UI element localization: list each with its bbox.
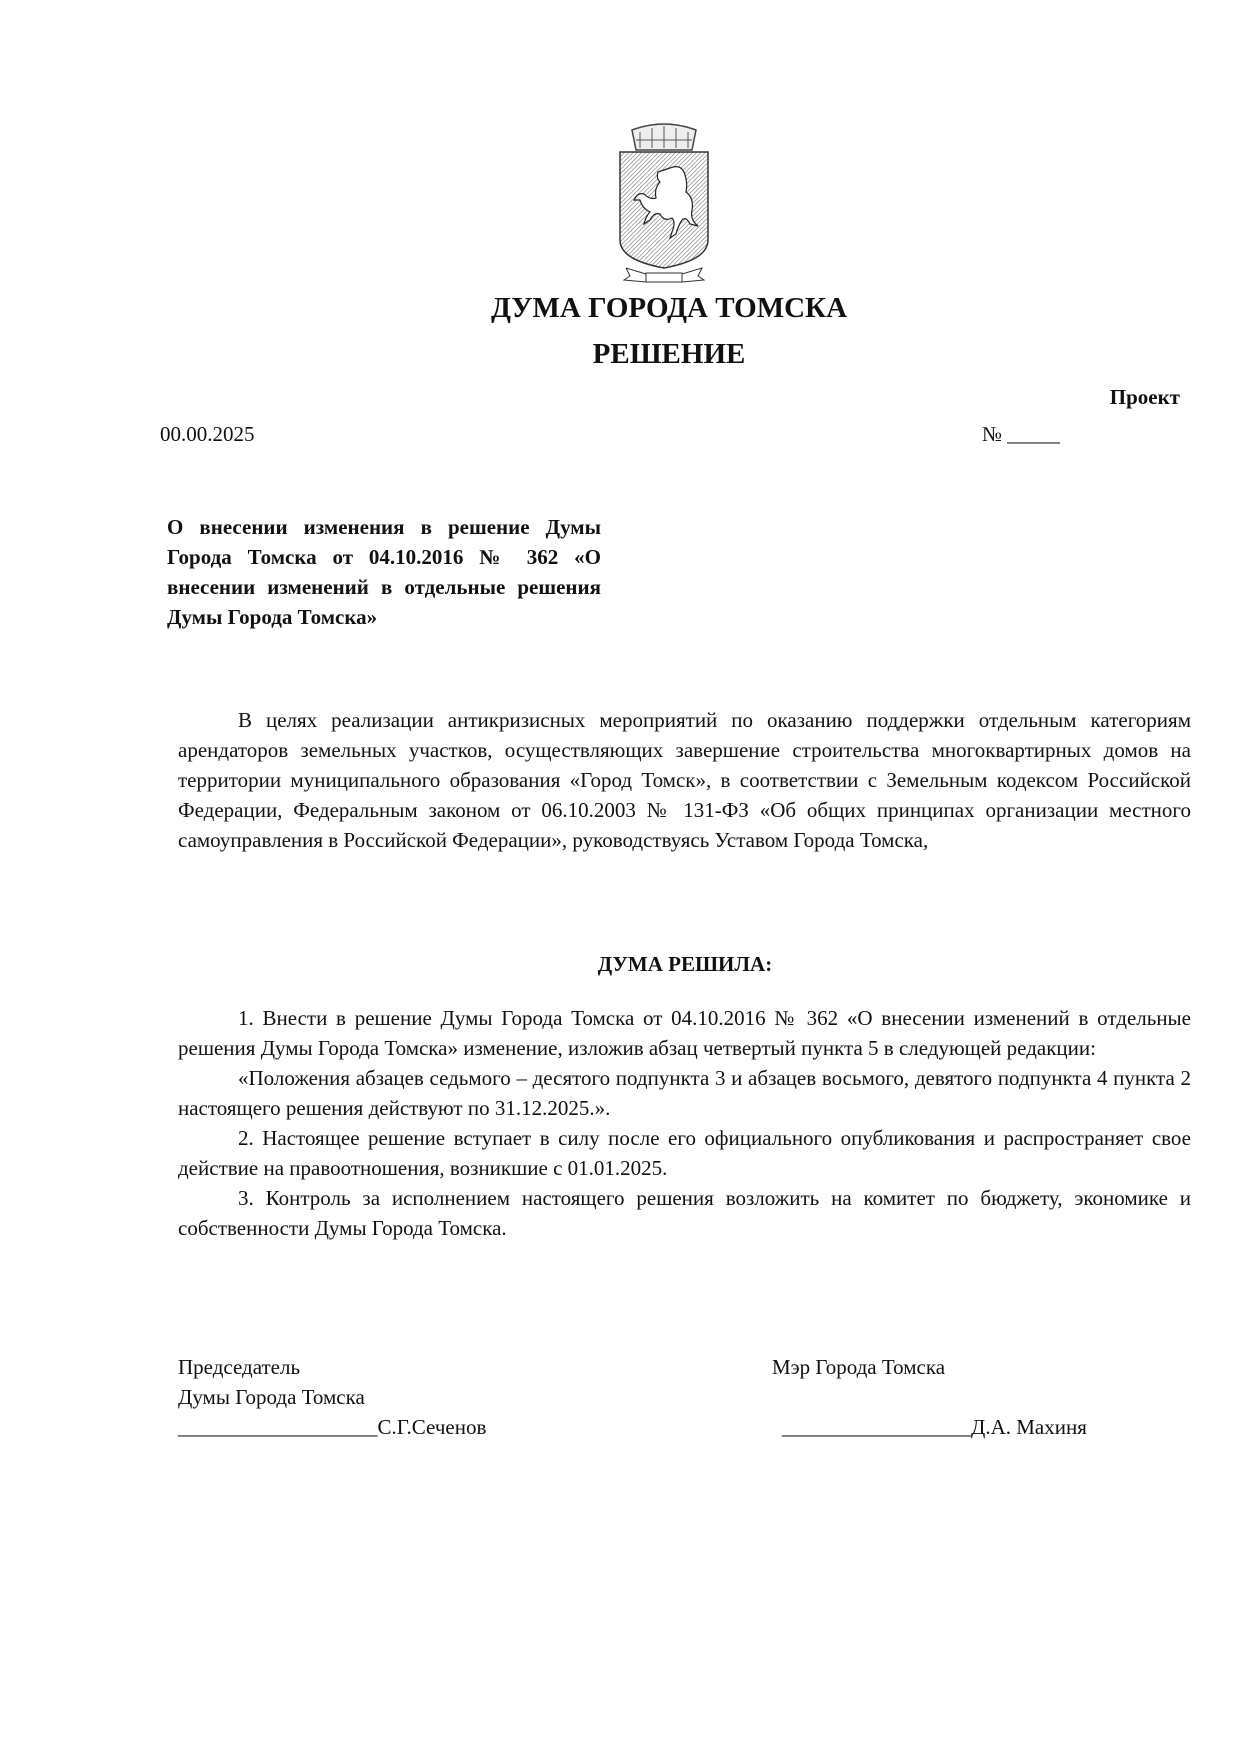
document-number: [982, 419, 1060, 449]
chairman-title: Председатель: [178, 1355, 301, 1379]
item-1-quote: «Положения абзацев седьмого – десятого подпункта 3 и абзацев восьмого, девятого подпункта 4 пункта 2 настоящего решения действуют по 31.12.2025.».: [178, 1066, 1191, 1120]
resolution-items: [178, 1003, 1191, 1243]
preamble: В целях реализации антикризисных мероприятий по оказанию поддержки отдельным категориям арендаторов земельных участков, осуществляющих завершение строительства многоквартирных домов на территории муниципального образования «Город Томск», в соответствии с Земельным кодексом Российской Федерации, Федеральным законом от 06.10.2003 № 131-ФЗ «Об общих принципах организации местного самоуправления в Российской Федерации», руководствуясь Уставом Города Томска,: [178, 708, 1191, 852]
item-1: 1. Внести в решение Думы Города Томска от 04.10.2016 № 362 «О внесении изменений в отдельные решения Думы Города Томска» изменение, изложив абзац четвертый пункта 5 в следующей редакции:: [178, 1006, 1191, 1060]
item-3: 3. Контроль за исполнением настоящего решения возложить на комитет по бюджету, экономике и собственности Думы Города Томска.: [178, 1186, 1191, 1240]
signature-line: __________________: [782, 1415, 971, 1439]
draft-status: Проект: [1109, 385, 1180, 409]
signature-mayor: [772, 1352, 1087, 1442]
mayor-title: Мэр Города Томска: [772, 1355, 946, 1379]
signature-line: ___________________: [178, 1415, 378, 1439]
city-emblem-icon: [612, 118, 716, 286]
chairman-name: С.Г.Сеченов: [377, 1415, 487, 1439]
number-label: №: [982, 422, 1003, 446]
organization-title: ДУМА ГОРОДА ТОМСКА: [490, 292, 848, 324]
signature-chairman: [178, 1352, 486, 1442]
chairman-org: Думы Города Томска: [178, 1385, 365, 1409]
document-type: РЕШЕНИЕ: [592, 338, 746, 370]
number-value: _____: [1007, 422, 1060, 446]
mayor-name: Д.А. Махиня: [971, 1415, 1087, 1439]
document-subject: О внесении изменения в решение Думы Города Томска от 04.10.2016 № 362 «О внесении изменений в отдельные решения Думы Города Томска»: [167, 515, 601, 629]
document-date: 00.00.2025: [160, 422, 255, 446]
item-2: 2. Настоящее решение вступает в силу после его официального опубликования и распространяет свое действие на правоотношения, возникшие с 01.01.2025.: [178, 1126, 1191, 1180]
resolved-heading: ДУМА РЕШИЛА:: [597, 952, 773, 976]
